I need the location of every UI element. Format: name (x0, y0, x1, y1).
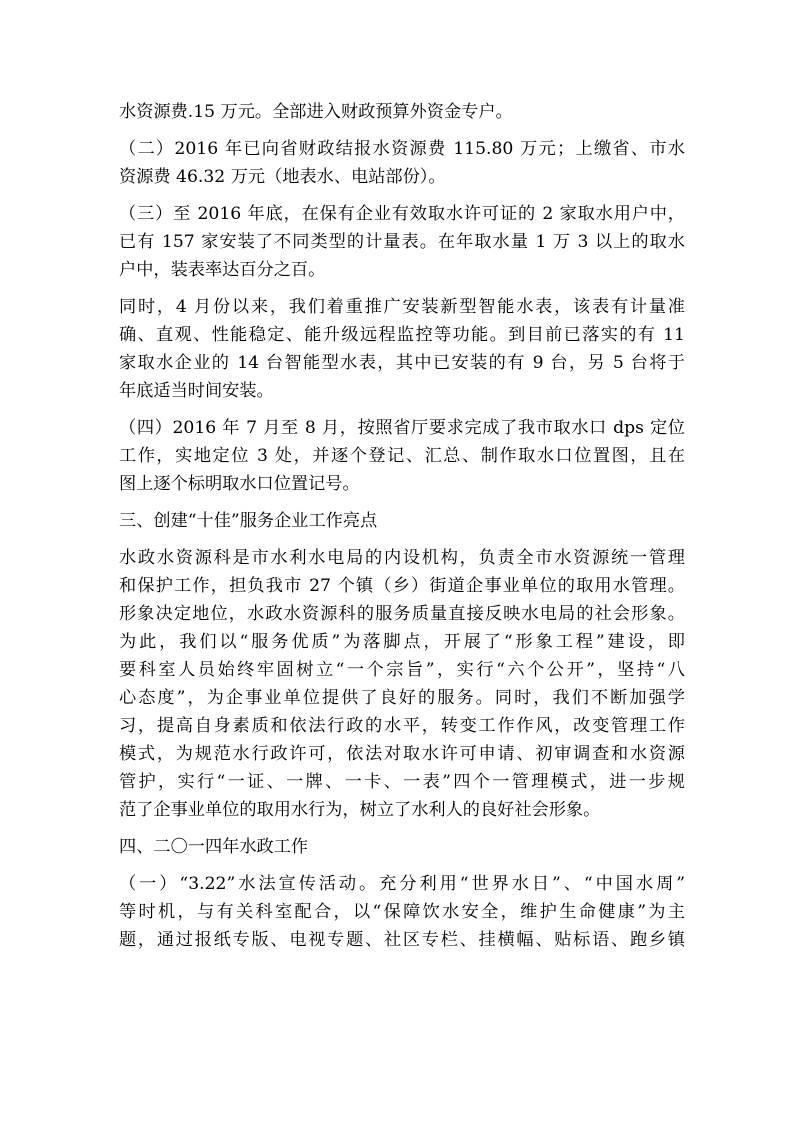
section-heading: 四、二〇一四年水政工作 (119, 837, 309, 857)
paragraph-service-highlights (119, 544, 685, 824)
text-line: 图上逐个标明取水口位置记号。 (119, 474, 360, 494)
text-line: 习，提高自身素质和依法行政的水平，转变工作作风，改变管理工作 (119, 716, 685, 736)
text-line: 资源费 46.32 万元（地表水、电站部份）。 (119, 167, 446, 187)
paragraph-fee-transfer (119, 98, 685, 126)
section-heading-4 (119, 833, 685, 861)
text-line: 模式，为规范水行政许可，依法对取水许可申请、初审调查和水资源 (119, 744, 685, 764)
text-line: 要科室人员始终牢固树立“一个宗旨”，实行“六个公开”，坚持“八 (119, 660, 685, 680)
document-body (119, 98, 685, 963)
text-line: 年底适当时间安装。 (119, 381, 274, 401)
section-heading-3 (119, 507, 685, 535)
paragraph-item-2 (119, 135, 685, 191)
text-line: 已有 157 家安装了不同类型的计量表。在年取水量 1 万 3 以上的取水 (119, 232, 685, 252)
text-line: 题，通过报纸专版、电视专题、社区专栏、挂横幅、贴标语、跑乡镇 (119, 930, 685, 950)
text-line: 为此，我们以“服务优质”为落脚点，开展了“形象工程”建设，即 (119, 632, 685, 652)
paragraph-item-4 (119, 414, 685, 498)
text-line: 心态度”，为企事业单位提供了良好的服务。同时，我们不断加强学 (119, 688, 685, 708)
text-line: 户中，装表率达百分之百。 (119, 260, 326, 280)
text-line: （二）2016 年已向省财政结报水资源费 115.80 万元；上缴省、市水 (119, 139, 685, 159)
text-line: 水资源费.15 万元。全部进入财政预算外资金专户。 (119, 102, 513, 122)
text-line: 工作，实地定位 3 处，并逐个登记、汇总、制作取水口位置图，且在 (119, 446, 685, 466)
text-line: 等时机，与有关科室配合，以“保障饮水安全，维护生命健康”为主 (119, 902, 685, 922)
paragraph-item-3 (119, 200, 685, 284)
section-heading: 三、创建“十佳”服务企业工作亮点 (119, 511, 378, 531)
text-line: 同时，4 月份以来，我们着重推广安装新型智能水表，该表有计量准 (119, 297, 685, 317)
text-line: 确、直观、性能稳定、能升级远程监控等功能。到目前已落实的有 11 (119, 325, 685, 345)
text-line: （四）2016 年 7 月至 8 月，按照省厅要求完成了我市取水口 dps 定位 (119, 418, 685, 438)
text-line: 形象决定地位，水政水资源科的服务质量直接反映水电局的社会形象。 (119, 604, 685, 624)
text-line: 水政水资源科是市水利水电局的内设机构，负责全市水资源统一管理 (119, 548, 685, 568)
paragraph-water-law-campaign (119, 870, 685, 954)
text-line: 管护，实行“一证、一牌、一卡、一表”四个一管理模式，进一步规 (119, 772, 685, 792)
text-line: （三）至 2016 年底，在保有企业有效取水许可证的 2 家取水用户中， (119, 204, 685, 224)
text-line: 和保护工作，担负我市 27 个镇（乡）街道企事业单位的取用水管理。 (119, 576, 685, 596)
paragraph-smart-meters (119, 293, 685, 405)
text-line: 范了企事业单位的取用水行为，树立了水利人的良好社会形象。 (119, 800, 601, 820)
text-line: 家取水企业的 14 台智能型水表，其中已安装的有 9 台，另 5 台将于 (119, 353, 685, 373)
text-line: （一）“3.22”水法宣传活动。充分利用“世界水日”、“中国水周” (119, 874, 685, 894)
